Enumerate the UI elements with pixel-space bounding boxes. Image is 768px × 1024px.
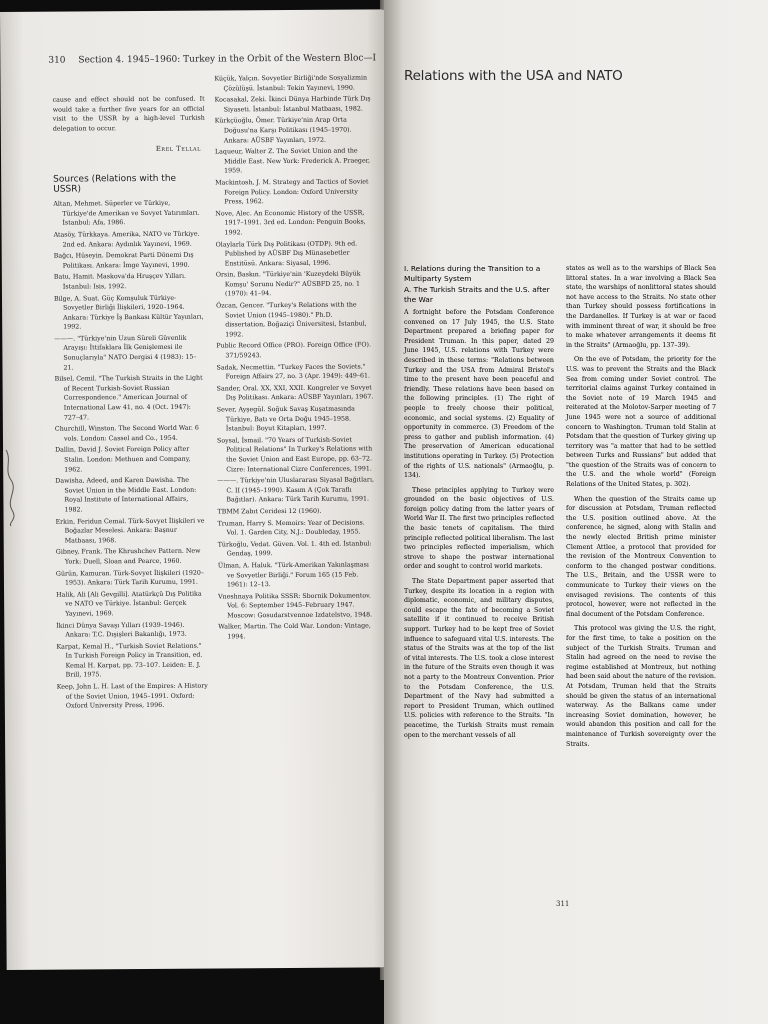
bibliography-entry: Olaylarla Türk Dış Politikası (OTDP). 9th ed. Published by AÜSBF Dış Münasebetler Enstitüsü. Ankara: Siyasal, 1996. (215, 240, 358, 268)
body-text-column-1 (404, 308, 554, 740)
left-column-2 (214, 73, 376, 644)
bibliography-entry: Bilge, A. Suat. Güç Komşuluk Türkiye-Sovyetler Birliği İlişkileri, 1920–1964. Ankara: Türkiye İş Bankası Kültür Yayınları, 1992. (53, 294, 204, 331)
bibliography-entry: Orsin, Baskın. "Türkiye'nin 'Kuzeydeki Büyük Komşu' Sorunu Nedir?" AÜSBFD 25, no. 1 (1970): 41–94. (215, 270, 361, 298)
bibliography-entry: Altan, Mehmet. Süperler ve Türkiye, Türkiye'de Amerikan ve Sovyet Yatırımları. İstanbul: Afa, 1986. (53, 199, 200, 227)
bibliography-entry: Batu, Hamit. Maskova'da Hruşçev Yılları. İstanbul: Isis, 1992. (53, 273, 187, 291)
bibliography-entry: Walker, Martin. The Cold War. London: Vintage, 1994. (218, 622, 371, 641)
right-page-number: 311 (556, 900, 570, 908)
right-column-2 (566, 264, 716, 754)
body-paragraph: This protocol was giving the U.S. the right, for the first time, to take a position on the subject of the Turkish Straits. Truman and Stalin had agreed on the need to revise the regime established at Montreux, but nothing had been said about the nature of the revision. At Potsdam, Truman held that the Straits should be given the status of an international waterway. As the Balkans came under increasing Soviet domination, however, he would abandon this position and call for the maintenance of Turkish sovereignty over the Straits. (566, 625, 716, 748)
bibliography-entry: Laqueur, Walter Z. The Soviet Union and the Middle East. New York: Frederick A. Praeger, 1959. (214, 147, 371, 175)
author-signature: Erel Tellal (155, 144, 201, 154)
bibliography-entry: Gürün, Kamuran. Türk-Sovyet İlişkileri (1920–1953). Ankara: Türk Tarih Kurumu, 1991. (55, 569, 205, 587)
bibliography-entry: Public Record Office (PRO). Foreign Office (FO). 371/59243. (216, 341, 372, 360)
bibliography-entry: İkinci Dünya Savaşı Yılları (1939–1946). Ankara: T.C. Dışişleri Bakanlığı, 1973. (56, 621, 187, 639)
bibliography-entry: Dawisha, Adeed, and Karen Dawisha. The Soviet Union in the Middle East. London: Royal Institute of International Affairs, 1982. (55, 476, 197, 514)
bibliography-entry: Ülman, A. Haluk. "Türk-Amerikan Yakınlaşması ve Sovyetler Birliği." Forum 165 (15 Feb. 1961): 12–13. (217, 561, 369, 589)
body-text-column-2 (566, 264, 716, 749)
body-paragraph: These principles applying to Turkey were grounded on the basic objectives of U.S. foreign policy dating from the latter years of World War II. The first two principles reflected the basic tenets of capitalism. The third principle reflected political liberalism. The last two principles reflected imperialism, which strove to shape the postwar international order and sought to control world markets. (404, 486, 554, 571)
margin-scribble (2, 440, 20, 530)
bibliography-list-1 (53, 199, 209, 712)
intro-paragraph: cause and effect should not be confused. It would take a further five years for an official visit to the USSR by a high-level Turkish delegation to occur. (52, 95, 205, 133)
running-head (48, 53, 376, 65)
section-heading: I. Relations during the Transition to a Multiparty System (404, 264, 541, 283)
sources-heading: Sources (Relations with the USSR) (53, 173, 177, 195)
bibliography-entry: Atasöy, Türkkaya. Amerika, NATO ve Türkiye. 2nd ed. Ankara: Aydınlık Yayınevi, 1969. (53, 230, 200, 249)
bibliography-entry: Mackintosh, J. M. Strategy and Tactics of Soviet Foreign Policy. London: Oxford University Press, 1962. (215, 178, 369, 206)
bibliography-entry: Halik, Ali [Ali Gevgilli]. Atatürkçü Dış Politika ve NATO ve Türkiye. İstanbul: Gerçek Yayınevi, 1969. (56, 590, 202, 618)
bibliography-entry: Karpat, Kemal H., "Turkish Soviet Relations." In Turkish Foreign Policy in Transition, ed. Kemal H. Karpat, pp. 73–107. Leiden: E. J. Brill, 1975. (56, 642, 203, 680)
bibliography-list-2 (214, 73, 376, 642)
body-paragraph: The State Department paper asserted that Turkey, despite its location in a region with diplomatic, economic, and military disputes, could escape the fate of becoming a Soviet satellite if it continued to receive British support. Turkey had to be kept free of Soviet influence to safeguard vital U.S. interests. The status of the Straits was at the top of the list of vital interests. The U.S. took a close interest in the future of the Straits even though it was not a party to the Montreux Convention. Prior to the Potsdam Conference, the U.S. Department of the Navy had submitted a report to President Truman, which outlined U.S. policies with reference to the Straits. "In peacetime, the Turkish Straits must remain open to the merchant vessels of all (404, 578, 554, 739)
bibliography-entry: Sadak, Necmettin. "Turkey Faces the Soviets." Foreign Affairs 27, no. 3 (Apr. 1949): 449–61. (216, 363, 371, 381)
left-column-1 (53, 95, 209, 714)
left-page-number: 310 (48, 55, 66, 66)
bibliography-entry: Kürkçüoğlu, Ömer. Türkiye'nin Arap Orta Doğusu'na Karşı Politikası (1945–1970). Ankara: AÜSBF Yayınları, 1972. (214, 116, 352, 145)
bibliography-entry: Özcan, Gencer. "Turkey's Relations with the Soviet Union (1945–1980)." Ph.D. dissertation, Boğaziçi Üniversitesi, İstanbul, 1992. (216, 301, 367, 339)
bibliography-entry: Bilsel, Cemil. "The Turkish Straits in the Light of Recent Turkish-Soviet Russian Correspondence." American Journal of International Law 41, no. 4 (Oct. 1947): 727–47. (54, 374, 203, 422)
body-paragraph: When the question of the Straits came up for discussion at Potsdam, Truman reflected the U.S. position outlined above. At the conference, he signed, along with Stalin and the newly elected British prime minister Clement Attlee, a protocol that provided for the revision of the Montreux Convention to conform to the changed postwar conditions. The U.S., Britain, and the USSR were to communicate to Turkey their views on the envisaged revisions. The contents of this protocol, however, were not reflected in the final document of the Potsdam Conference. (566, 495, 716, 618)
bibliography-entry: Keep, John L. H. Last of the Empires: A History of the Soviet Union, 1945–1991. Oxford: Oxford University Press, 1996. (56, 682, 208, 710)
running-head-text: Section 4. 1945–1960: Turkey in the Orbit of the Western Bloc—I (78, 53, 377, 66)
bibliography-entry: Sever, Ayşegül. Soğuk Savaş Kuşatmasında Türkiye, Batı ve Orta Doğu 1945–1958. İstanbul: Boyut Kitapları, 1997. (216, 405, 355, 433)
left-page (0, 9, 397, 970)
bibliography-entry: ———. "Türkiye'nin Uzun Süreli Güvenlik Arayışı: İttifaklara İlk Genişlemesi ile Sonuçlarıyla" NATO Dergisi 4 (1983): 15–21. (54, 334, 197, 372)
bibliography-entry: Küçük, Yalçın. Sovyetler Birliği'nde Sosyalizmin Çözülüşü. İstanbul: Tekin Yayınevi, 1990. (214, 74, 368, 93)
bibliography-entry: Nove, Alec. An Economic History of the USSR, 1917–1991. 3rd ed. London: Penguin Books, 1992. (215, 209, 366, 237)
bibliography-entry: Vneshnaya Politika SSSR: Sbornik Dokumentov. Vol. 6: September 1945–February 1947. Moscow: Gosudarstvennoe Izdatelstvo, 1948. (218, 592, 373, 620)
bibliography-entry: Sander, Oral. XX, XXI, XXII. Kongreler ve Sovyet Dış Politikası. Ankara: AÜSBF Yayınları, 1967. (216, 384, 374, 402)
bibliography-entry: Türkoğlu, Vedat. Güven. Vol. 1. 4th ed. İstanbul: Gendaş, 1999. (217, 540, 372, 558)
bibliography-entry: Truman, Harry S. Memoirs: Year of Decisions. Vol. 1. Garden City, N.J.: Doubleday, 1955. (217, 518, 365, 537)
chapter-title: Relations with the USA and NATO (404, 68, 623, 84)
bibliography-entry: Dallin, David J. Soviet Foreign Policy after Stalin. London: Methuen and Company, 1962. (55, 446, 191, 474)
subsection-heading: A. The Turkish Straits and the U.S. after the War (404, 285, 550, 304)
bibliography-entry: Kocasakal, Zeki. İkinci Dünya Harbinde Türk Dış Siyaseti. İstanbul: İstanbul Matbaası, 1982. (214, 95, 371, 114)
body-paragraph: A fortnight before the Potsdam Conference convened on 17 July 1945, the U.S. State Department prepared a briefing paper for President Truman. In this paper, dated 29 June 1945, U.S. relations with Turkey were described in these terms: "Relations between Turkey and the USA from Admiral Bristol's time to the present have been peaceful and friendly. These relations have been based on the following principles. (1) The right of people to freely choose their political, economic, and social systems. (2) Equality of opportunity in commerce. (3) Freedom of the press to gather and publish information. (4) The preservation of American educational institutions operating in Turkey. (5) Protection of the rights of U.S. nationals" (Armaoğlu, p. 134). (404, 309, 554, 480)
bibliography-entry: Bağcı, Hüseyin. Demokrat Parti Dönemi Dış Politikası. Ankara: İmge Yayınevi, 1990. (53, 251, 194, 270)
bibliography-entry: ———. Türkiye'nin Uluslararası Siyasal Bağıtları, C. II (1945–1990). Kasım A (Çok Taraflı Bağıtlar). Ankara: Türk Tarih Kurumu, 1991. (217, 476, 374, 504)
bibliography-entry: Gibney, Frank. The Khrushchev Pattern. New York: Duell, Sloan and Pearce, 1960. (55, 547, 201, 566)
bibliography-entry: Erkin, Feridun Cemal. Türk-Sovyet İlişkileri ve Boğazlar Meselesi. Ankara: Başnur Matbaası, 1968. (55, 517, 205, 545)
body-paragraph: On the eve of Potsdam, the priority for the U.S. was to prevent the Straits and the Black Sea from coming under Soviet control. The territorial claims against Turkey contained in the Soviet note of 19 March 1945 and reiterated at the Molotov-Sarper meeting of 7 June 1945 were not a source of additional concern to Washington. Truman told Stalin at Potsdam that the question of Turkey giving up territory was "a matter that had to be settled between Turks and Russians" but added that "the question of the Straits was of concern to the U.S. and the whole world" (Foreign Relations of the United States, p. 302). (566, 356, 716, 489)
bibliography-entry: Soysal, İsmail. "70 Years of Turkish-Soviet Political Relations" In Turkey's Relations with the Soviet Union and East Europe, pp. 63–72. Cizre: International Cizre Conferences, 1991. (216, 436, 373, 473)
body-paragraph: states as well as to the warships of Black Sea littoral states. In a war involving a Black Sea state, the warships of nonlittoral states should not have access to the Straits. No state other than Turkey should possess fortifications in the Dardanelles. If Turkey is at war or faced with imminent threat of war, it should be free to make whatever arrangements it deems fit in the Straits" (Armaoğlu, pp. 137–39). (566, 265, 716, 349)
bibliography-entry: Churchill, Winston. The Second World War. 6 vols. London: Cassel and Co., 1954. (54, 424, 199, 443)
bibliography-entry: TBMM Zabıt Ceridesi 12 (1960). (217, 507, 322, 516)
right-column-1 (404, 264, 554, 745)
